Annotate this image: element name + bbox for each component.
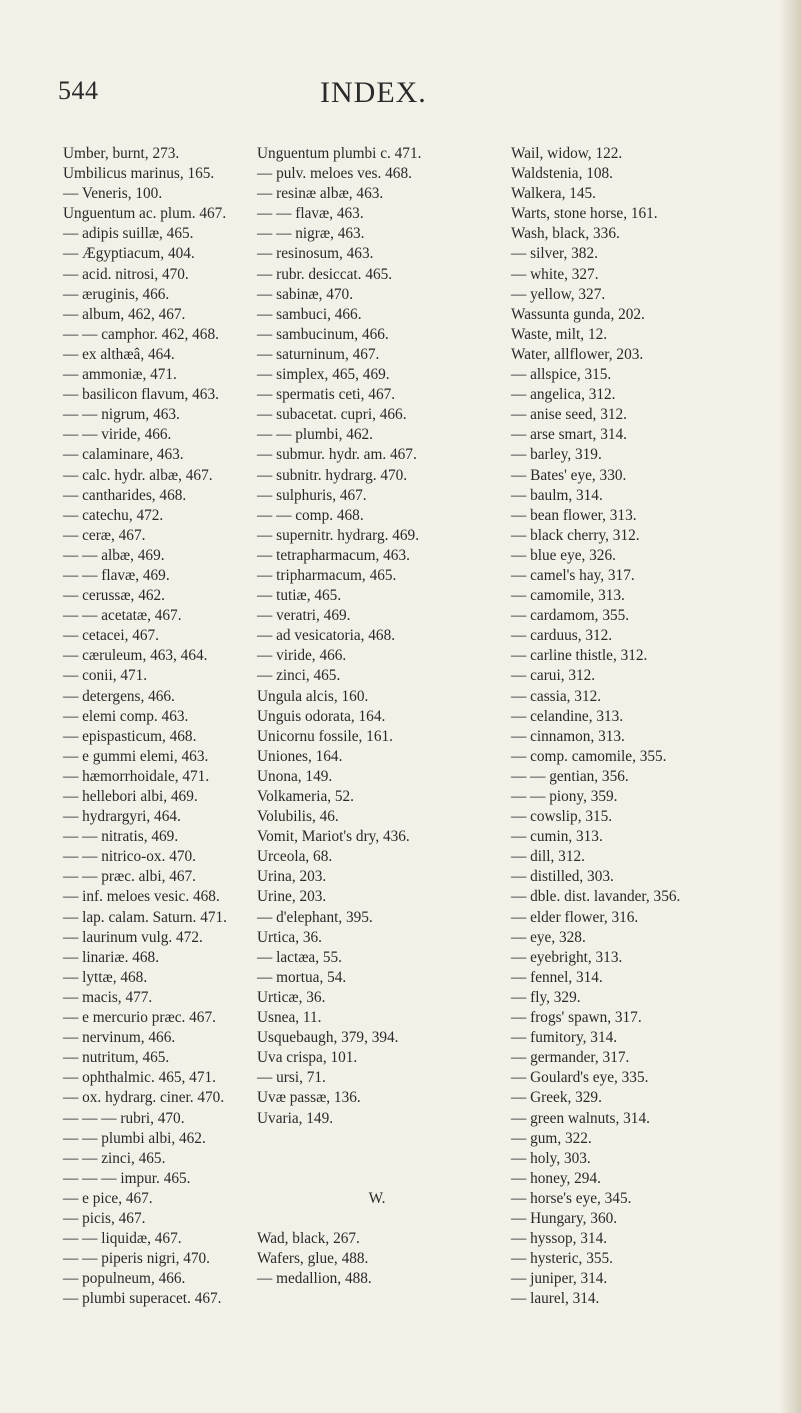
index-entry: — yellow, 327. xyxy=(511,285,606,303)
index-entry: — fly, 329. xyxy=(511,988,581,1006)
index-entry: — laurinum vulg. 472. xyxy=(63,928,203,946)
index-entry: — linariæ. 468. xyxy=(63,948,160,966)
index-entry: — blue eye, 326. xyxy=(511,546,616,564)
index-entry: — spermatis ceti, 467. xyxy=(257,386,396,404)
index-entry: — — nitratis, 469. xyxy=(63,828,179,846)
index-entry: — sambuci, 466. xyxy=(257,305,362,323)
index-entry: Urtica, 36. xyxy=(257,928,322,946)
index-entry: — cæruleum, 463, 464. xyxy=(63,647,208,665)
index-entry: — medallion, 488. xyxy=(257,1270,372,1288)
index-entry: — horse's eye, 345. xyxy=(511,1189,632,1207)
index-entry: Uvaria, 149. xyxy=(257,1109,334,1127)
index-entry: — eye, 328. xyxy=(511,928,586,946)
index-entry: — carline thistle, 312. xyxy=(511,647,648,665)
index-entry: — epispasticum, 468. xyxy=(63,727,197,745)
index-entry: — acid. nitrosi, 470. xyxy=(63,265,189,283)
index-entry: — tripharmacum, 465. xyxy=(257,566,397,584)
index-entry: — — flavæ, 469. xyxy=(63,566,170,584)
index-entry: — rubr. desiccat. 465. xyxy=(257,265,393,283)
page-number: 544 xyxy=(58,76,99,105)
index-entry: — — plumbi, 462. xyxy=(257,426,374,444)
index-entry: — bean flower, 313. xyxy=(511,506,637,524)
index-entry: — sulphuris, 467. xyxy=(257,486,367,504)
index-entry: — — nigrum, 463. xyxy=(63,406,180,424)
index-entry: — plumbi superacet. 467. xyxy=(63,1290,222,1308)
index-entry: Unguentum plumbi c. 471. xyxy=(257,145,422,162)
index-entry: Volkameria, 52. xyxy=(257,788,355,805)
index-entry: Umbilicus marinus, 165. xyxy=(63,165,215,183)
index-entry xyxy=(257,1169,497,1189)
index-entry: — cinnamon, 313. xyxy=(511,727,625,745)
index-entry: — hysteric, 355. xyxy=(511,1250,613,1268)
index-entry: — cumin, 313. xyxy=(511,828,603,846)
index-entry: — elder flower, 316. xyxy=(511,908,639,926)
index-entry: — catechu, 472. xyxy=(63,506,164,524)
index-entry: — ursi, 71. xyxy=(257,1069,326,1087)
index-entry: — zinci, 465. xyxy=(257,667,341,685)
index-entry: — holy, 303. xyxy=(511,1149,591,1167)
index-entry: — cowslip, 315. xyxy=(511,808,613,826)
index-entry: — macis, 477. xyxy=(63,988,153,1006)
running-head-title: INDEX. xyxy=(320,76,427,109)
index-entry: Vomit, Mariot's dry, 436. xyxy=(257,828,410,846)
index-entry: Water, allflower, 203. xyxy=(511,345,644,363)
index-entry: — silver, 382. xyxy=(511,245,598,263)
index-entry: — hyssop, 314. xyxy=(511,1230,608,1248)
index-entry: — — viride, 466. xyxy=(63,426,172,444)
index-entry: — viride, 466. xyxy=(257,647,347,665)
index-entry: — eyebright, 313. xyxy=(511,948,623,966)
index-entry: — tetrapharmacum, 463. xyxy=(257,546,410,564)
index-entry: — d'elephant, 395. xyxy=(257,908,373,926)
index-entry: — Greek, 329. xyxy=(511,1089,602,1107)
index-entry: — populneum, 466. xyxy=(63,1270,186,1288)
index-entry: — album, 462, 467. xyxy=(63,305,186,323)
index-entry: Urticæ, 36. xyxy=(257,988,326,1006)
index-entry: Uvæ passæ, 136. xyxy=(257,1089,361,1107)
index-entry: — sambucinum, 466. xyxy=(257,325,389,343)
index-entry: Uniones, 164. xyxy=(257,747,343,765)
index-entry: — fumitory, 314. xyxy=(511,1029,618,1047)
index-entry: — cetacei, 467. xyxy=(63,627,159,645)
index-entry: — Ægyptiacum, 404. xyxy=(63,245,195,263)
index-entry: — tutiæ, 465. xyxy=(257,587,342,605)
index-column-3 xyxy=(511,144,680,1309)
index-entry: — saturninum, 467. xyxy=(257,345,380,363)
index-entry: — — piperis nigri, 470. xyxy=(63,1250,211,1268)
index-entry: — picis, 467. xyxy=(63,1209,146,1227)
index-entry: — — liquidæ, 467. xyxy=(63,1230,182,1248)
index-entry: Wad, black, 267. xyxy=(257,1230,360,1248)
index-entry: Walkera, 145. xyxy=(511,185,596,203)
index-entry: Umber, burnt, 273. xyxy=(63,145,180,162)
index-entry: Warts, stone horse, 161. xyxy=(511,205,658,223)
index-entry: — allspice, 315. xyxy=(511,366,612,384)
page-edge-shadow xyxy=(779,0,801,1413)
index-entry: — submur. hydr. am. 467. xyxy=(257,446,417,464)
index-entry: — fennel, 314. xyxy=(511,968,603,986)
index-entry: — camel's hay, 317. xyxy=(511,566,635,584)
index-entry: — inf. meloes vesic. 468. xyxy=(63,888,220,906)
index-entry: — — acetatæ, 467. xyxy=(63,607,182,625)
index-entry: — veratri, 469. xyxy=(257,607,351,625)
index-entry: Unguentum ac. plum. 467. xyxy=(63,205,227,223)
index-entry: Waldstenia, 108. xyxy=(511,165,613,183)
index-entry: — juniper, 314. xyxy=(511,1270,608,1288)
index-entry: Usquebaugh, 379, 394. xyxy=(257,1029,399,1047)
index-entry: — nutritum, 465. xyxy=(63,1049,170,1067)
index-entry: — arse smart, 314. xyxy=(511,426,627,444)
index-entry: — Bates' eye, 330. xyxy=(511,466,627,484)
index-entry: — baulm, 314. xyxy=(511,486,603,504)
index-entry: Uva crispa, 101. xyxy=(257,1049,358,1067)
index-entry: — ophthalmic. 465, 471. xyxy=(63,1069,216,1087)
index-entry: — — — rubri, 470. xyxy=(63,1109,185,1127)
index-entry: — — plumbi albi, 462. xyxy=(63,1129,206,1147)
index-entry: — ad vesicatoria, 468. xyxy=(257,627,396,645)
index-entry: — Goulard's eye, 335. xyxy=(511,1069,649,1087)
index-entry: — frogs' spawn, 317. xyxy=(511,1009,642,1027)
index-entry: — resinæ albæ, 463. xyxy=(257,185,384,203)
index-entry: Unguis odorata, 164. xyxy=(257,707,386,725)
index-entry: — dill, 312. xyxy=(511,848,585,866)
index-entry: — angelica, 312. xyxy=(511,386,616,404)
index-entry: — calc. hydr. albæ, 467. xyxy=(63,466,213,484)
index-entry: — — — impur. 465. xyxy=(63,1169,191,1187)
index-entry: — — præc. albi, 467. xyxy=(63,868,196,886)
index-entry: Urceola, 68. xyxy=(257,848,333,866)
index-entry: — cassia, 312. xyxy=(511,687,602,705)
index-entry: Volubilis, 46. xyxy=(257,808,339,826)
index-entry xyxy=(257,1149,497,1169)
index-entry: — cardamom, 355. xyxy=(511,607,630,625)
index-entry: — ex althæâ, 464. xyxy=(63,345,175,363)
index-entry: — celandine, 313. xyxy=(511,707,624,725)
index-entry: — conii, 471. xyxy=(63,667,148,685)
index-entry: Urine, 203. xyxy=(257,888,327,906)
index-entry: — mortua, 54. xyxy=(257,968,347,986)
index-entry: — subacetat. cupri, 466. xyxy=(257,406,407,424)
index-entry: — e gummi elemi, 463. xyxy=(63,747,209,765)
index-entry: — — albæ, 469. xyxy=(63,546,165,564)
index-entry: — Veneris, 100. xyxy=(63,185,163,203)
index-entry: Wash, black, 336. xyxy=(511,225,620,243)
index-entry: Usnea, 11. xyxy=(257,1009,322,1027)
page-header xyxy=(0,76,801,116)
index-entry: — cerussæ, 462. xyxy=(63,587,165,605)
index-entry: — detergens, 466. xyxy=(63,687,175,705)
index-entry: Wail, widow, 122. xyxy=(511,145,623,162)
index-entry: — basilicon flavum, 463. xyxy=(63,386,219,404)
index-entry: — hydrargyri, 464. xyxy=(63,808,181,826)
index-entry: — — zinci, 465. xyxy=(63,1149,166,1167)
index-entry: — — nigræ, 463. xyxy=(257,225,365,243)
index-entry: — distilled, 303. xyxy=(511,868,614,886)
index-entry: — — comp. 468. xyxy=(257,506,364,524)
index-entry: — carui, 312. xyxy=(511,667,596,685)
index-entry: Wafers, glue, 488. xyxy=(257,1250,369,1268)
index-entry: — elemi comp. 463. xyxy=(63,707,189,725)
index-entry: — supernitr. hydrarg. 469. xyxy=(257,526,420,544)
index-entry: — simplex, 465, 469. xyxy=(257,366,390,384)
index-entry: — gum, 322. xyxy=(511,1129,592,1147)
index-entry: — white, 327. xyxy=(511,265,599,283)
index-entry: — adipis suillæ, 465. xyxy=(63,225,194,243)
index-column-2 xyxy=(257,144,497,1289)
index-entry: Ungula alcis, 160. xyxy=(257,687,369,705)
index-entry: — ammoniæ, 471. xyxy=(63,366,177,384)
index-entry: — barley, 319. xyxy=(511,446,602,464)
index-entry: — ceræ, 467. xyxy=(63,526,146,544)
index-entry xyxy=(257,1129,497,1149)
index-entry: — lyttæ, 468. xyxy=(63,968,148,986)
index-entry: — carduus, 312. xyxy=(511,627,613,645)
index-entry: — lactæa, 55. xyxy=(257,948,342,966)
index-entry: — subnitr. hydrarg. 470. xyxy=(257,466,408,484)
index-entry: — hellebori albi, 469. xyxy=(63,788,198,805)
index-entry: — camomile, 313. xyxy=(511,587,625,605)
index-entry: Wassunta gunda, 202. xyxy=(511,305,645,323)
index-entry: — dble. dist. lavander, 356. xyxy=(511,888,681,906)
index-entry: — nervinum, 466. xyxy=(63,1029,176,1047)
index-entry: — honey, 294. xyxy=(511,1169,601,1187)
index-entry: — resinosum, 463. xyxy=(257,245,374,263)
index-entry: — anise seed, 312. xyxy=(511,406,627,424)
index-entry xyxy=(257,1209,497,1229)
index-entry: Urina, 203. xyxy=(257,868,327,886)
index-entry: — æruginis, 466. xyxy=(63,285,170,303)
index-entry: — — nitrico-ox. 470. xyxy=(63,848,196,866)
index-entry: — green walnuts, 314. xyxy=(511,1109,650,1127)
index-entry: — calaminare, 463. xyxy=(63,446,184,464)
index-entry: — e mercurio præc. 467. xyxy=(63,1009,216,1027)
index-entry: — germander, 317. xyxy=(511,1049,630,1067)
index-entry: Waste, milt, 12. xyxy=(511,325,608,343)
index-entry: Unicornu fossile, 161. xyxy=(257,727,393,745)
index-entry: — — flavæ, 463. xyxy=(257,205,364,223)
index-entry: — lap. calam. Saturn. 471. xyxy=(63,908,227,926)
index-entry: — — camphor. 462, 468. xyxy=(63,325,219,343)
section-letter-heading: W. xyxy=(368,1189,386,1207)
index-entry: — Hungary, 360. xyxy=(511,1209,618,1227)
index-entry: Unona, 149. xyxy=(257,767,333,785)
index-entry: — — gentian, 356. xyxy=(511,767,629,785)
index-entry: — hæmorrhoidale, 471. xyxy=(63,767,210,785)
index-column-1 xyxy=(63,144,227,1309)
index-entry: — sabinæ, 470. xyxy=(257,285,354,303)
index-entry: — black cherry, 312. xyxy=(511,526,640,544)
index-entry: — ox. hydrarg. ciner. 470. xyxy=(63,1089,225,1107)
index-entry: — — piony, 359. xyxy=(511,788,618,805)
index-entry: — comp. camomile, 355. xyxy=(511,747,667,765)
index-entry: — laurel, 314. xyxy=(511,1290,600,1308)
index-entry: — cantharides, 468. xyxy=(63,486,187,504)
index-entry: — e pice, 467. xyxy=(63,1189,153,1207)
index-entry: — pulv. meloes ves. 468. xyxy=(257,165,412,183)
